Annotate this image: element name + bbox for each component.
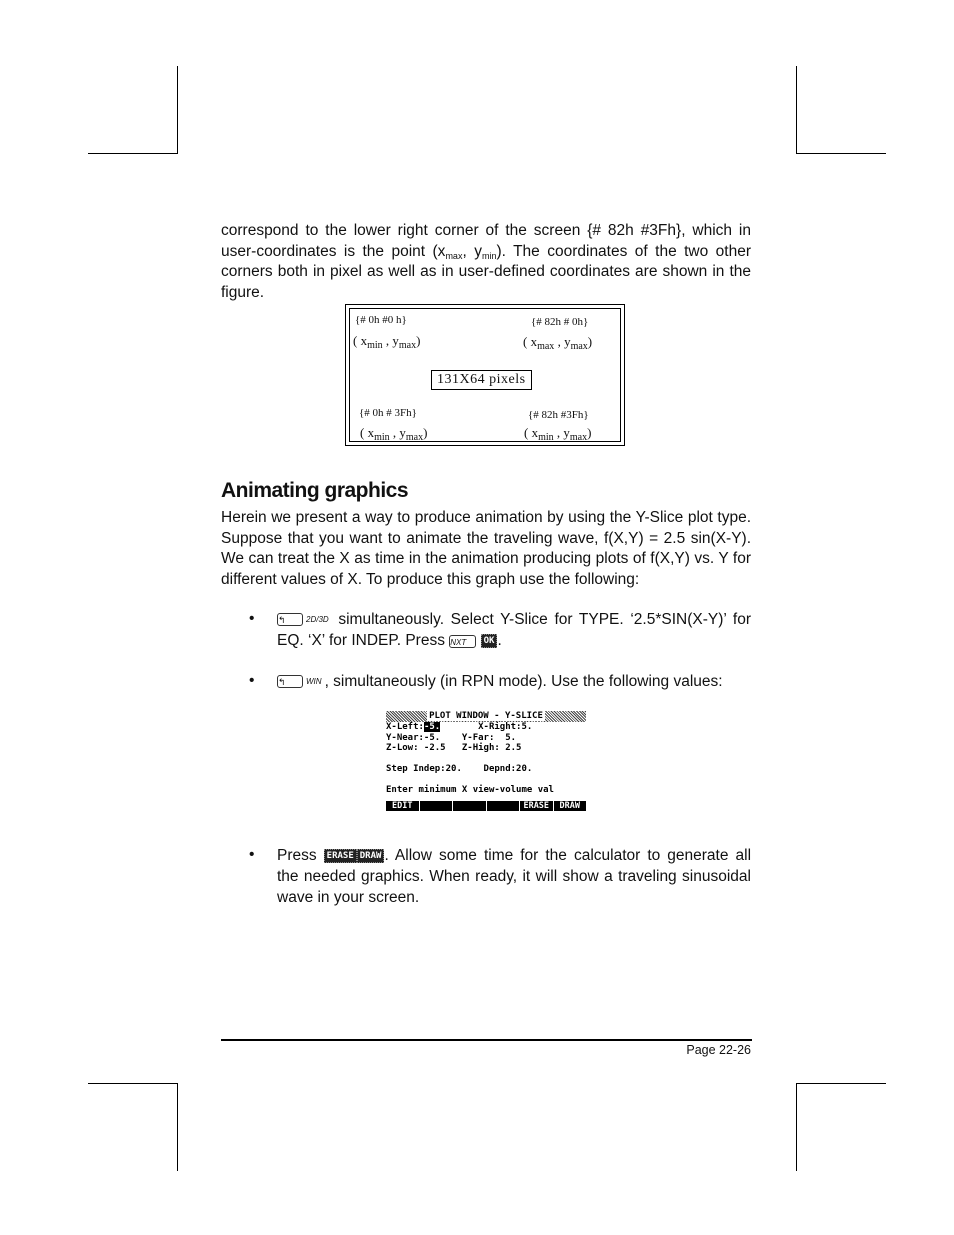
screen-row — [386, 775, 586, 786]
calculator-screen — [386, 711, 586, 811]
text: y — [399, 425, 406, 440]
pixel-size-label: 131X64 pixels — [431, 370, 532, 390]
subscript: max — [405, 432, 424, 443]
bullet-marker: • — [249, 672, 255, 689]
subscript: max — [570, 341, 588, 352]
subscript: max — [569, 432, 588, 443]
body-line: different values of X. To produce this graph use the following: — [221, 570, 640, 588]
left-shift-key-icon: ↰ — [277, 613, 303, 626]
text: X-Right:5. — [440, 722, 533, 732]
figure-inner-frame — [349, 308, 621, 442]
text: x — [531, 425, 539, 440]
screen-coordinates-figure — [345, 304, 625, 446]
text: , y — [462, 242, 482, 260]
subscript: max — [445, 250, 463, 261]
screen-row: Step Indep:20. Depnd:20. — [386, 764, 533, 774]
bullet-line — [277, 845, 751, 866]
softkey-draw: DRAW — [559, 801, 580, 811]
softkey-blank — [420, 801, 454, 811]
text: EQ. ‘X’ for INDEP. Press — [277, 632, 445, 650]
bullet-item-2 — [277, 671, 751, 692]
footer-rule — [221, 1039, 752, 1041]
text: X-Left: — [386, 722, 424, 732]
crop-mark — [796, 1083, 886, 1084]
bottom-left-pixel-label: {# 0h # 3Fh} — [359, 407, 417, 419]
crop-mark — [796, 66, 797, 154]
softkey-blank — [453, 801, 487, 811]
bullet-line: EQ. ‘X’ for INDEP. Press NXT OK . — [277, 632, 502, 650]
text: y — [563, 425, 570, 440]
text: ). The coordinates of the two other — [496, 242, 752, 260]
screen-row — [386, 754, 586, 765]
page-number: Page 22-26 — [686, 1043, 751, 1057]
body-line: We can treat the X as time in the animation producing plots of f(X,Y) vs. Y for — [221, 550, 751, 567]
bottom-left-coord-label: ( $x_{min}$ , $y_{max}$) — [360, 425, 428, 443]
top-right-pixel-label: {# 82h # 0h} — [531, 316, 589, 328]
bullet-item-3 — [277, 845, 751, 908]
bullet-line: wave in your screen. — [277, 889, 420, 906]
crop-mark — [88, 1083, 177, 1084]
text: x — [530, 334, 538, 349]
body-line: Herein we present a way to produce animation by using the Y-Slice plot type. — [221, 509, 751, 526]
top-right-coord-label: ( $x_{max}$ , $y_{max}$) — [523, 334, 593, 352]
intro-line: figure. — [221, 283, 265, 301]
intro-line: correspond to the lower right corner of the screen {# 82h #3Fh}, which in — [221, 222, 751, 239]
text: Press — [277, 847, 317, 864]
screen-row — [386, 722, 586, 733]
bottom-right-pixel-label: {# 82h #3Fh} — [528, 409, 589, 421]
draw-softkey: DRAW — [357, 849, 385, 863]
text: x — [360, 333, 368, 348]
key-label: WIN — [306, 677, 322, 687]
bullet-line — [277, 609, 751, 630]
text: y — [392, 333, 399, 348]
subscript: min — [374, 432, 390, 443]
left-shift-key-icon: ↰ — [277, 675, 303, 688]
screen-title-bar — [386, 711, 586, 722]
crop-mark — [88, 153, 177, 154]
text: simultaneously. Select Y-Slice for TYPE. ‘2.5*SIN(X-Y)’ for — [338, 611, 751, 628]
section-title: Animating graphics — [221, 479, 409, 502]
screen-row: Enter minimum X view-volume val — [386, 785, 554, 795]
subscript: max — [398, 340, 417, 351]
highlighted-field: -5. — [423, 722, 441, 732]
text: . Allow some time for the calculator to generate all — [384, 847, 752, 864]
key-label: 2D/3D — [306, 615, 329, 625]
bullet-line — [277, 671, 751, 692]
crop-mark — [177, 1083, 178, 1171]
subscript: min — [481, 250, 497, 261]
text: , simultaneously (in RPN mode). Use the following values: — [324, 673, 723, 690]
softkey-edit: EDIT — [386, 801, 420, 811]
softkey-blank — [487, 801, 521, 811]
subscript: min — [538, 432, 554, 443]
text: x — [367, 425, 375, 440]
body-line: Suppose that you want to animate the traveling wave, f(X,Y) = 2.5 sin(X-Y). — [221, 529, 751, 547]
softkey-menu — [386, 801, 586, 811]
screen-row: Y-Near:-5. Y-Far: 5. — [386, 732, 517, 743]
crop-mark — [177, 66, 178, 154]
bottom-right-coord-label: ( $x_{min}$ , $y_{max}$) — [524, 425, 592, 443]
crop-mark — [796, 1083, 797, 1171]
screen-row: Z-Low: -2.5 Z-High: 2.5 — [386, 743, 522, 753]
crop-mark — [796, 153, 886, 154]
top-left-pixel-label: {# 0h #0 h} — [355, 314, 407, 326]
text: user-coordinates is the point (x — [221, 242, 446, 260]
bullet-line: the needed graphics. When ready, it will show a traveling sinusoidal — [277, 868, 751, 885]
ok-softkey: OK — [481, 634, 498, 648]
intro-line — [221, 242, 751, 263]
text: y — [564, 334, 571, 349]
subscript: max — [537, 341, 555, 352]
intro-line: corners both in pixel as well as in user-defined coordinates are shown in the — [221, 263, 751, 280]
erase-softkey: ERASE — [324, 849, 357, 863]
body-paragraph — [221, 508, 751, 590]
screen-title: PLOT WINDOW - Y-SLICE — [429, 711, 543, 721]
bullet-marker: • — [249, 610, 255, 627]
bullet-item-1 — [277, 609, 751, 651]
nxt-key-icon: NXT — [449, 635, 476, 648]
softkey-erase: ERASE — [520, 801, 554, 811]
bullet-marker: • — [249, 846, 255, 863]
subscript: min — [367, 340, 383, 351]
intro-paragraph — [221, 221, 751, 303]
top-left-coord-label: ( $x_{min}$ , $y_{max}$) — [353, 333, 421, 351]
